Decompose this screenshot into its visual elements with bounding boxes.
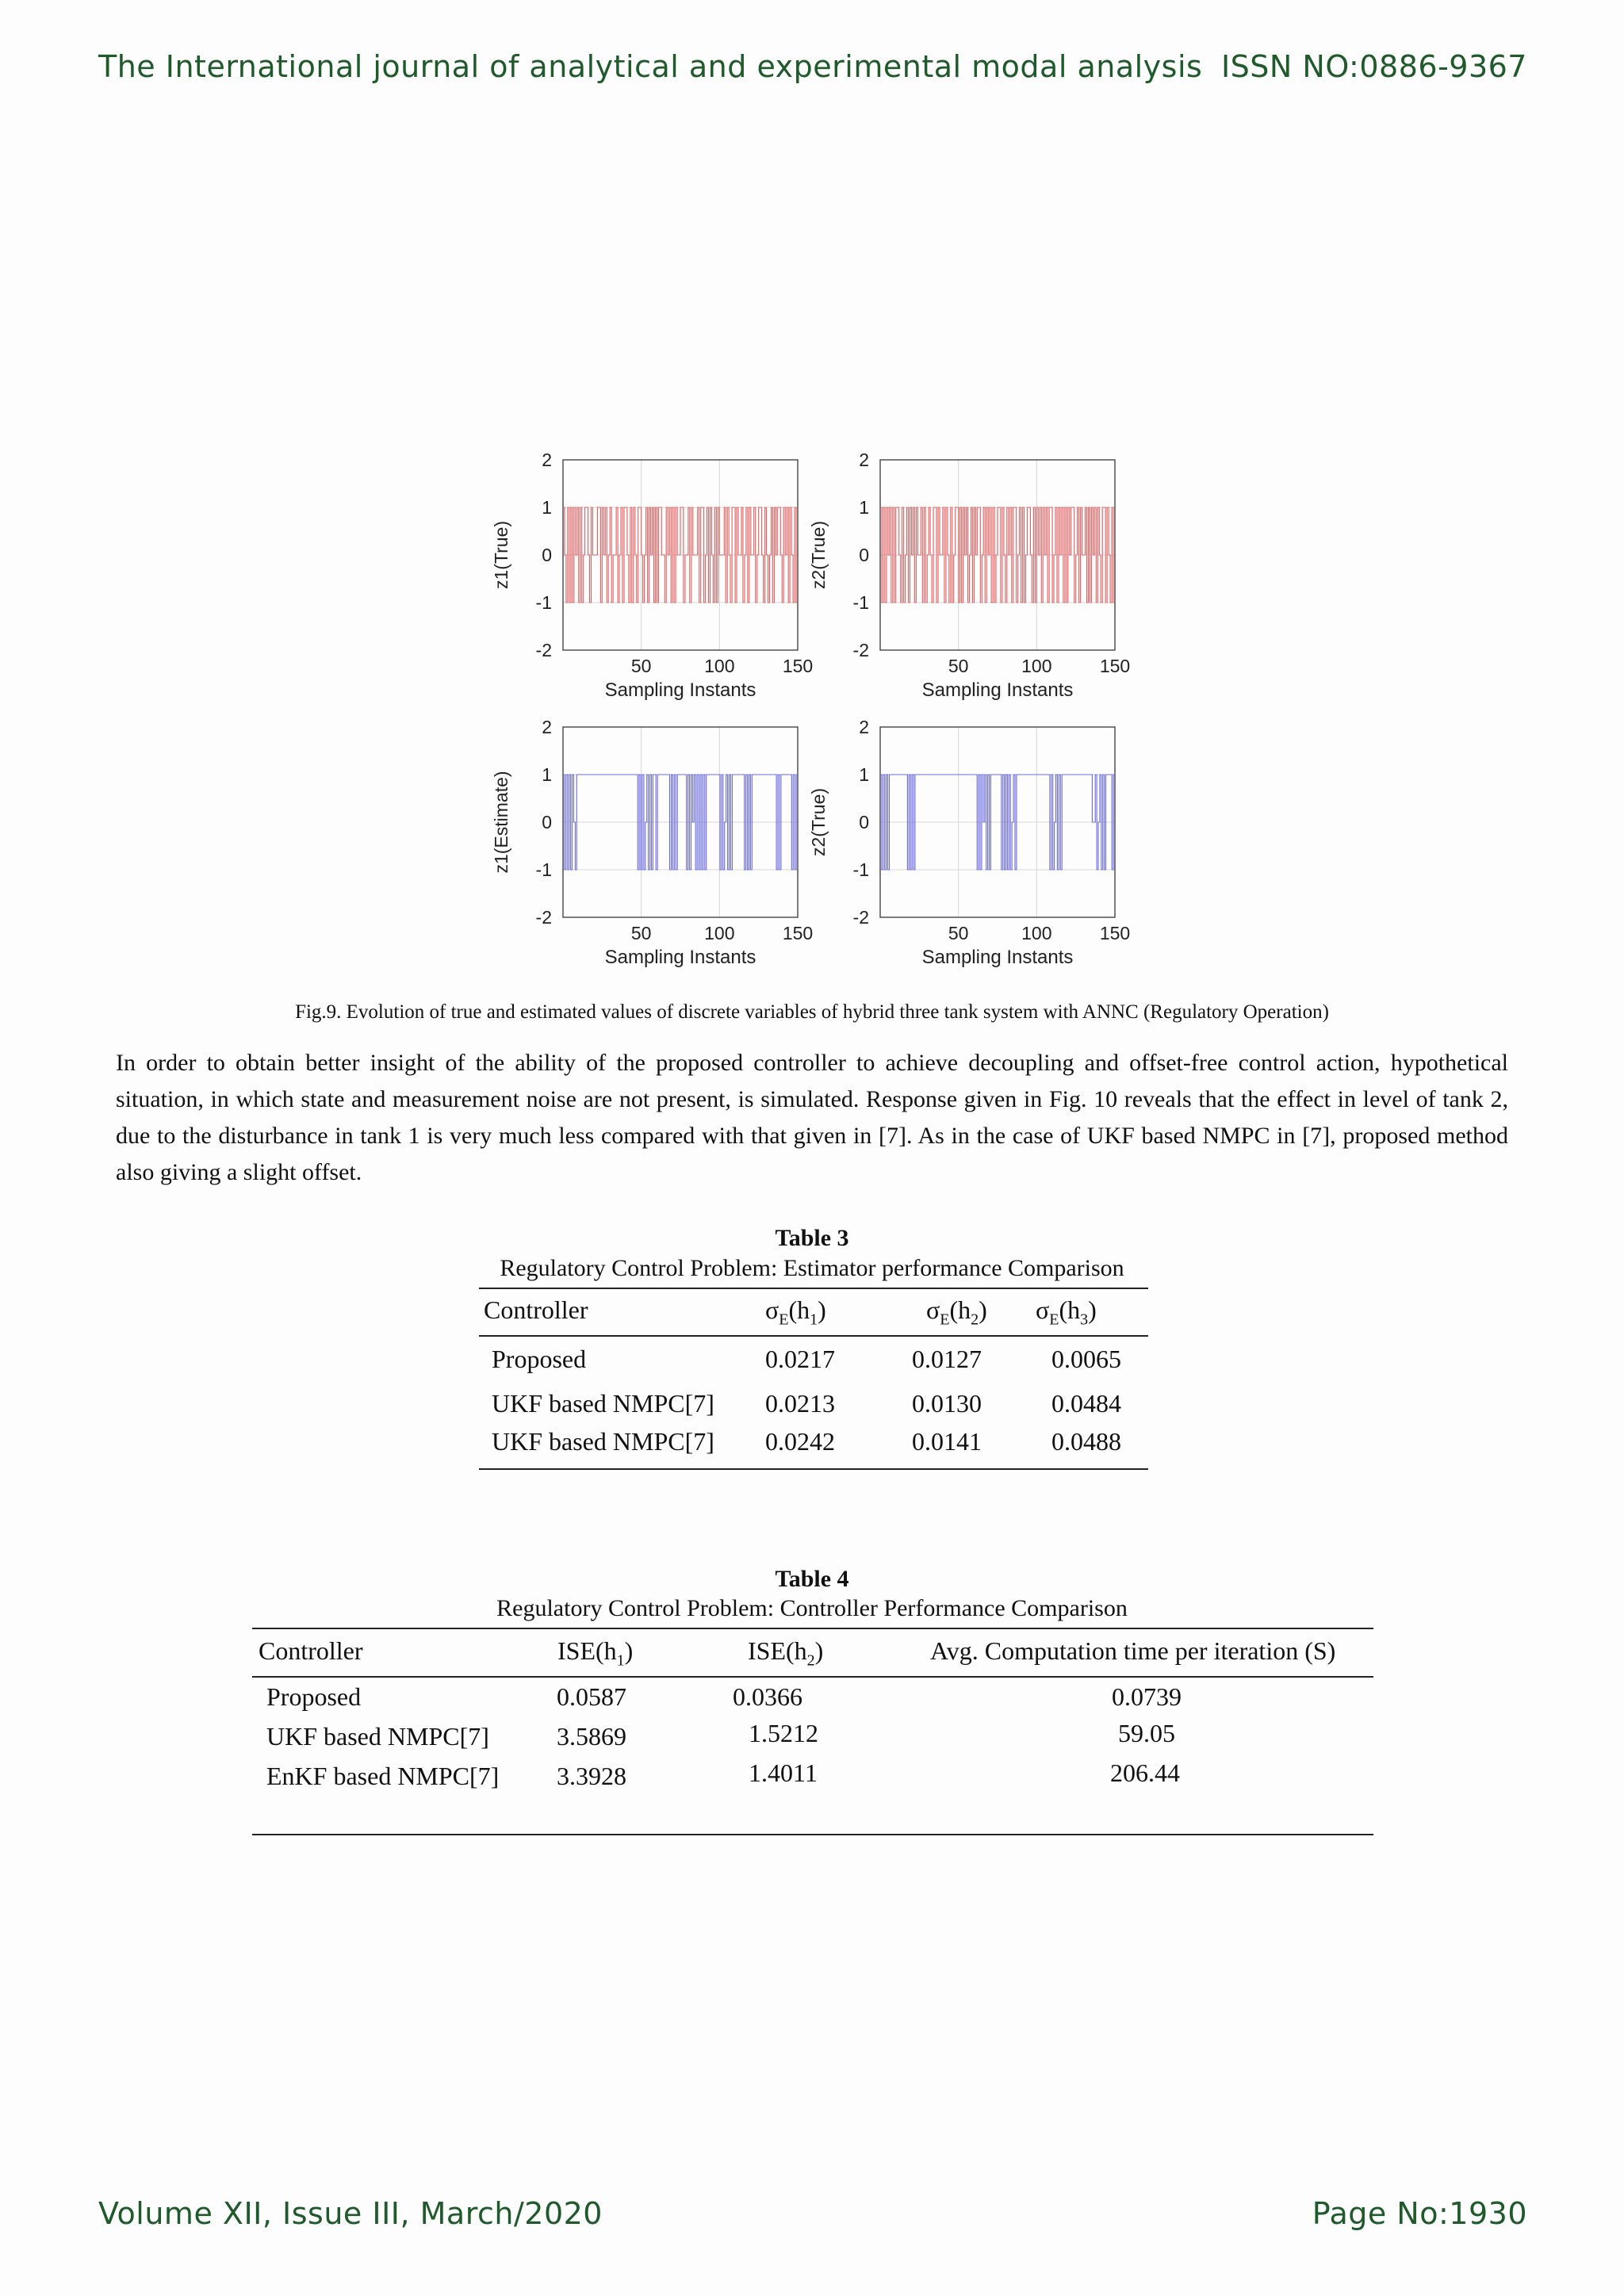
table4-title: Regulatory Control Problem: Controller Performance Comparison: [496, 1595, 1128, 1621]
table4-top-rule: [252, 1628, 1373, 1629]
table4-label: Table 4: [775, 1566, 849, 1592]
y-tick-label: 1: [859, 497, 869, 518]
table4-header-rule: [252, 1676, 1373, 1678]
y-tick-label: -1: [535, 859, 552, 880]
x-tick-label: 50: [948, 656, 969, 676]
volume-issue: Volume XII, Issue III, March/2020: [98, 2196, 603, 2231]
table3-header-sigma-h2: $\sigma_E(h_2)$: [926, 1295, 987, 1329]
y-tick-label: 1: [859, 764, 869, 785]
y-axis-label: z1(Estimate): [491, 771, 511, 874]
x-tick-label: 150: [782, 923, 814, 943]
y-tick-label: -1: [535, 592, 552, 613]
table3-cell: 0.0488: [1051, 1427, 1121, 1456]
x-tick-label: 100: [1021, 923, 1052, 943]
table4-cell: UKF based NMPC[7]: [266, 1722, 489, 1751]
table4-header-ise-h2: $ISE(h_2)$: [748, 1636, 824, 1670]
table4-cell: 0.0587: [557, 1682, 626, 1711]
table4-cell: 3.3928: [557, 1762, 626, 1790]
table3-cell: 0.0130: [912, 1389, 982, 1418]
table3-cell: UKF based NMPC[7]: [492, 1389, 714, 1418]
y-tick-label: 0: [859, 545, 869, 565]
x-axis-label: Sampling Instants: [604, 679, 756, 701]
table3-header-sigma-h1: $\sigma_E(h_1)$: [765, 1295, 826, 1329]
table3-label: Table 3: [775, 1225, 849, 1251]
table3-header-rule: [479, 1335, 1148, 1337]
table4-cell: EnKF based NMPC[7]: [266, 1762, 500, 1790]
table4-cell: 1.4011: [749, 1758, 818, 1787]
figure-9-plots: [476, 444, 1158, 983]
table4-cell: 0.0366: [733, 1682, 802, 1711]
table3-cell: Proposed: [492, 1345, 587, 1373]
figure-9: [476, 444, 1158, 983]
table3-cell: 0.0242: [765, 1427, 835, 1456]
y-tick-label: 1: [542, 764, 552, 785]
y-tick-label: -2: [852, 640, 869, 660]
y-tick-label: 0: [859, 812, 869, 832]
table3-cell: 0.0484: [1051, 1389, 1121, 1418]
table3-bottom-rule: [479, 1468, 1148, 1470]
y-axis-label: z1(True): [491, 520, 511, 590]
table4-cell: 59.05: [1118, 1719, 1175, 1747]
table3-cell: 0.0217: [765, 1345, 835, 1373]
y-axis-label: z2(True): [808, 520, 829, 590]
y-tick-label: -1: [852, 592, 869, 613]
table4-header-avg-time: Avg. Computation time per iteration (S): [930, 1636, 1336, 1665]
y-tick-label: -2: [535, 640, 552, 660]
x-tick-label: 150: [782, 656, 814, 676]
x-tick-label: 50: [630, 923, 652, 943]
x-axis-label: Sampling Instants: [921, 947, 1074, 968]
x-tick-label: 50: [948, 923, 969, 943]
table3-title: Regulatory Control Problem: Estimator performance Comparison: [500, 1255, 1124, 1281]
x-tick-label: 50: [630, 656, 652, 676]
table4-cell: 0.0739: [1112, 1682, 1182, 1711]
table4-bottom-rule: [252, 1834, 1373, 1835]
y-tick-label: -2: [852, 907, 869, 928]
table3-cell: 0.0065: [1051, 1345, 1121, 1373]
y-tick-label: -2: [535, 907, 552, 928]
y-tick-label: 2: [859, 450, 869, 470]
table4-cell: 1.5212: [749, 1719, 818, 1747]
x-axis-label: Sampling Instants: [604, 947, 756, 968]
table3-top-rule: [479, 1288, 1148, 1289]
table3-cell: 0.0213: [765, 1389, 835, 1418]
table3-cell: 0.0127: [912, 1345, 982, 1373]
figure-caption: Fig.9. Evolution of true and estimated values of discrete variables of hybrid three tank system with ANNC (Regulatory Operation): [295, 1001, 1329, 1023]
x-axis-label: Sampling Instants: [921, 679, 1074, 701]
x-tick-label: 150: [1099, 923, 1131, 943]
y-tick-label: 2: [542, 450, 552, 470]
y-tick-label: 2: [542, 717, 552, 737]
x-tick-label: 100: [704, 656, 735, 676]
table3-header-sigma-h3: $\sigma_E(h_3)$: [1036, 1295, 1097, 1329]
x-tick-label: 150: [1099, 656, 1131, 676]
y-tick-label: 0: [542, 545, 552, 565]
x-tick-label: 100: [1021, 656, 1052, 676]
table4-cell: Proposed: [266, 1682, 362, 1711]
table4-cell: 206.44: [1110, 1758, 1180, 1787]
table3-header-controller: Controller: [484, 1295, 588, 1324]
table4-header-ise-h1: $ISE(h_1)$: [557, 1636, 634, 1670]
x-tick-label: 100: [704, 923, 735, 943]
table4-cell: 3.5869: [557, 1722, 626, 1751]
y-tick-label: 0: [542, 812, 552, 832]
y-tick-label: -1: [852, 859, 869, 880]
y-tick-label: 1: [542, 497, 552, 518]
y-axis-label: z2(True): [808, 787, 829, 857]
page-number: Page No:1930: [1312, 2196, 1527, 2231]
table3-cell: UKF based NMPC[7]: [492, 1427, 714, 1456]
issn-number: ISSN NO:0886-9367: [1220, 49, 1527, 84]
body-paragraph: In order to obtain better insight of the ability of the proposed controller to achieve decoupling and offset-free control action, hypothetical situation, in which state and measurement noise are not present, is simulated. Response given in Fig. 10 reveals that the effect in level of tank 2, due to the disturbance in tank 1 is very much less compared with that given in [7]. As in the case of UKF based NMPC in [7], proposed method also giving a slight offset.: [116, 1050, 1508, 1185]
table4-header-controller: Controller: [259, 1636, 363, 1665]
y-tick-label: 2: [859, 717, 869, 737]
table3-cell: 0.0141: [912, 1427, 982, 1456]
journal-title: The International journal of analytical and experimental modal analysis: [98, 49, 1203, 84]
